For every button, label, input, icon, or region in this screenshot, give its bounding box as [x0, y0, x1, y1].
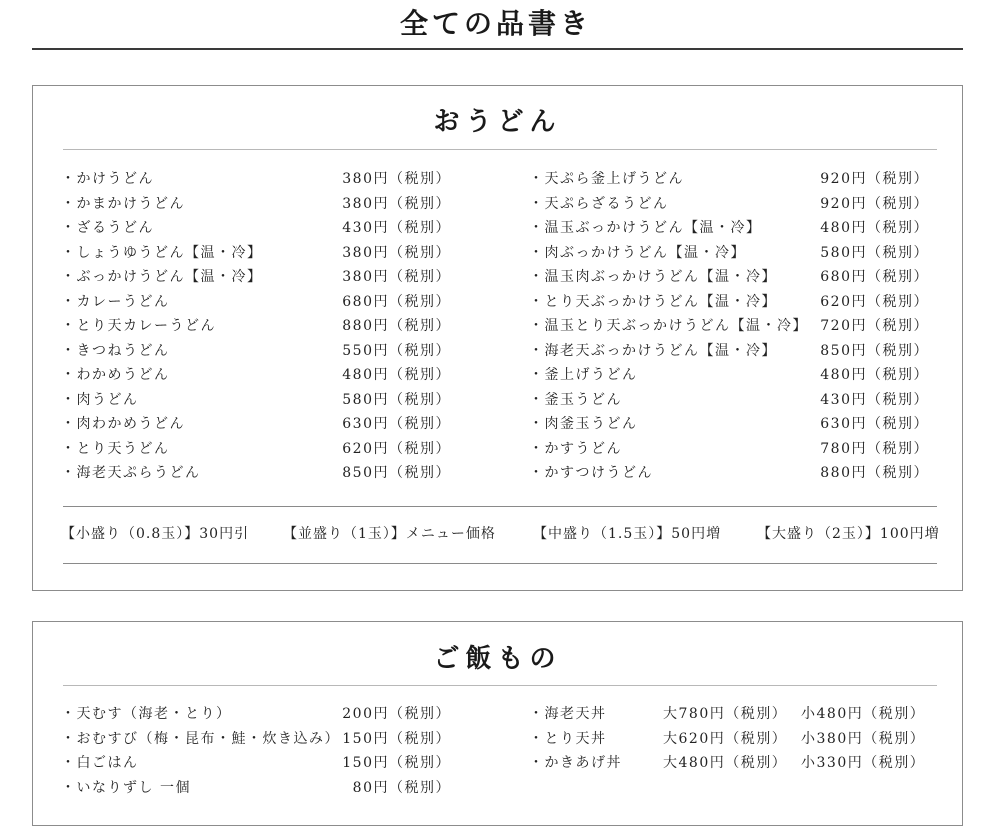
menu-item-name: ・わかめうどん [61, 367, 170, 383]
menu-item-price: 480円（税別） [820, 220, 929, 236]
menu-item [61, 702, 451, 727]
menu-item [529, 437, 929, 462]
menu-item-price: 380円（税別） [342, 269, 451, 285]
menu-item [529, 751, 929, 776]
menu-item-price: 380円（税別） [342, 244, 451, 261]
menu-item-name: ・肉ぶっかけうどん【温・冷】 [529, 244, 746, 261]
menu-item [61, 437, 451, 462]
menu-item-price: 880円（税別） [342, 318, 451, 334]
section-title-rice: ご飯もの [433, 644, 562, 674]
menu-item-name: ・とり天うどん [61, 440, 170, 457]
section-title-udon: おうどん [433, 107, 562, 137]
rice-right-column [529, 702, 929, 776]
menu-item [529, 216, 929, 241]
menu-item [529, 363, 929, 388]
menu-item-price-large: 大780円（税別） [663, 706, 788, 722]
menu-item-name: ・温玉ぶっかけうどん【温・冷】 [529, 220, 762, 236]
menu-item [529, 388, 929, 413]
menu-item [61, 290, 451, 315]
menu-item-price: 430円（税別） [342, 220, 451, 236]
section-divider [63, 685, 937, 686]
menu-item [529, 192, 929, 217]
title-divider [32, 48, 963, 50]
rice-section [32, 621, 963, 826]
page-title: 全ての品書き [399, 7, 592, 40]
menu-item-price: 620円（税別） [342, 440, 451, 457]
menu-item-price: 150円（税別） [342, 730, 451, 747]
menu-item-name: ・かけうどん [61, 171, 154, 187]
menu-item [61, 727, 451, 752]
menu-item-price: 430円（税別） [820, 391, 929, 408]
menu-item-price: 80円（税別） [352, 779, 451, 796]
menu-item-price: 550円（税別） [342, 342, 451, 359]
menu-item-name: ・海老天丼 [529, 706, 607, 722]
menu-item [61, 363, 451, 388]
menu-item-price: 630円（税別） [820, 416, 929, 432]
menu-item-name: ・かまかけうどん [61, 195, 185, 212]
menu-item [61, 241, 451, 266]
menu-item-price: 200円（税別） [342, 706, 451, 722]
size-small: 【小盛り（0.8玉）】30円引 [61, 526, 250, 542]
menu-item-name: ・肉うどん [61, 391, 139, 408]
menu-item-price: 480円（税別） [820, 367, 929, 383]
menu-item-price: 780円（税別） [820, 440, 929, 457]
menu-item [61, 388, 451, 413]
menu-item-name: ・釜上げうどん [529, 367, 638, 383]
menu-item [529, 241, 929, 266]
menu-item-name: ・海老天ぶっかけうどん【温・冷】 [529, 342, 777, 359]
menu-item [529, 412, 929, 437]
menu-item [529, 290, 929, 315]
menu-item-price: 580円（税別） [820, 244, 929, 261]
menu-item-name: ・とり天カレーうどん [61, 318, 216, 334]
menu-item [61, 751, 451, 776]
menu-item-name: ・しょうゆうどん【温・冷】 [61, 244, 263, 261]
menu-item-price-small: 小380円（税別） [801, 730, 926, 747]
rice-left-column [61, 702, 451, 800]
menu-item-name: ・カレーうどん [61, 293, 170, 310]
menu-item-name: ・おむすび（梅・昆布・鮭・炊き込み） [61, 730, 340, 747]
menu-item-price: 380円（税別） [342, 171, 451, 187]
menu-item-name: ・きつねうどん [61, 342, 170, 359]
menu-item [61, 776, 451, 801]
menu-item-name: ・釜玉うどん [529, 391, 622, 408]
udon-right-column [529, 167, 929, 486]
menu-item-name: ・温玉肉ぶっかけうどん【温・冷】 [529, 269, 777, 285]
menu-item-price: 850円（税別） [820, 342, 929, 359]
menu-item-price: 150円（税別） [342, 755, 451, 771]
udon-section [32, 85, 963, 591]
menu-item [61, 314, 451, 339]
menu-item-price: 880円（税別） [820, 465, 929, 481]
menu-item-price-large: 大620円（税別） [663, 730, 788, 747]
menu-item-price: 580円（税別） [342, 391, 451, 408]
menu-item-price: 620円（税別） [820, 293, 929, 310]
menu-item [529, 461, 929, 486]
menu-item-price: 850円（税別） [342, 465, 451, 481]
menu-item [61, 167, 451, 192]
menu-item [61, 461, 451, 486]
section-divider [63, 149, 937, 150]
menu-item-name: ・ざるうどん [61, 220, 154, 236]
menu-item [61, 265, 451, 290]
portion-sizes [61, 506, 940, 564]
menu-item-price-large: 大480円（税別） [663, 755, 788, 771]
menu-item-price-small: 小480円（税別） [801, 706, 926, 722]
menu-item-price: 480円（税別） [342, 367, 451, 383]
menu-item-price-small: 小330円（税別） [801, 755, 926, 771]
menu-item-price: 720円（税別） [820, 318, 929, 334]
menu-item-price: 680円（税別） [820, 269, 929, 285]
menu-item [529, 339, 929, 364]
menu-item-name: ・かすうどん [529, 440, 622, 457]
menu-item-name: ・肉釜玉うどん [529, 416, 638, 432]
menu-item-name: ・とり天丼 [529, 730, 607, 747]
menu-item-price: 380円（税別） [342, 195, 451, 212]
menu-item [61, 192, 451, 217]
menu-item-name: ・肉わかめうどん [61, 416, 185, 432]
size-regular: 【並盛り（1玉）】メニュー価格 [283, 526, 496, 542]
size-large: 【大盛り（2玉）】100円増 [757, 526, 940, 542]
menu-item [61, 216, 451, 241]
menu-item-name: ・いなりずし 一個 [61, 779, 191, 796]
menu-item-name: ・天ぷらざるうどん [529, 195, 669, 212]
menu-item-name: ・温玉とり天ぶっかけうどん【温・冷】 [529, 318, 808, 334]
menu-item-name: ・天ぷら釜上げうどん [529, 171, 684, 187]
size-medium: 【中盛り（1.5玉）】50円増 [533, 526, 722, 542]
menu-item-price: 920円（税別） [820, 171, 929, 187]
menu-item-price: 920円（税別） [820, 195, 929, 212]
menu-item-name: ・海老天ぷらうどん [61, 465, 201, 481]
menu-item-name: ・とり天ぶっかけうどん【温・冷】 [529, 293, 777, 310]
menu-item [529, 265, 929, 290]
menu-item [529, 702, 929, 727]
menu-item-name: ・かきあげ丼 [529, 755, 622, 771]
menu-item [529, 314, 929, 339]
menu-item [529, 727, 929, 752]
menu-item-name: ・ぶっかけうどん【温・冷】 [61, 269, 263, 285]
menu-item-price: 680円（税別） [342, 293, 451, 310]
menu-item-name: ・天むす（海老・とり） [61, 706, 232, 722]
menu-item-price: 630円（税別） [342, 416, 451, 432]
menu-item [61, 339, 451, 364]
menu-item-name: ・かすつけうどん [529, 465, 653, 481]
menu-item-name: ・白ごはん [61, 755, 139, 771]
udon-left-column [61, 167, 451, 486]
menu-item [61, 412, 451, 437]
menu-item [529, 167, 929, 192]
